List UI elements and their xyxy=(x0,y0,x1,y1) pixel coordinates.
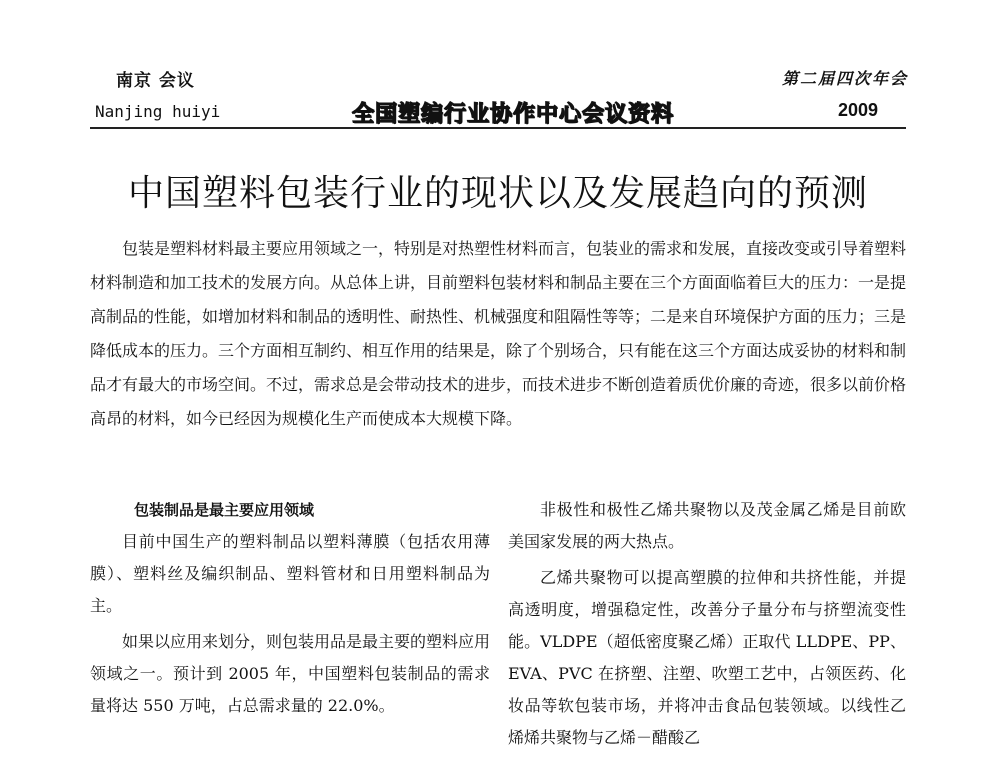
conference-name-pinyin: Nanjing huiyi xyxy=(95,102,221,121)
header-rule xyxy=(90,127,906,129)
conference-name: 南京 会议 xyxy=(116,71,195,91)
year-label: 2009 xyxy=(837,100,878,120)
section-heading: 包装制品是最主要应用领域 xyxy=(134,501,315,519)
right-column xyxy=(508,494,906,754)
right-paragraph-1: 非极性和极性乙烯共聚物以及茂金属乙烯是目前欧美国家发展的两大热点。 xyxy=(508,500,906,551)
article-title: 中国塑料包装行业的现状以及发展趋向的预测 xyxy=(127,173,868,214)
session-label: 第二届四次年会 xyxy=(781,69,908,88)
journal-title: 全国塑编行业协作中心会议资料 xyxy=(352,101,675,127)
left-paragraph-2: 如果以应用来划分，则包装用品是最主要的塑料应用领域之一。预计到 2005 年，中国塑料包装制品的需求量将达 550 万吨，占总需求量的 22.0%。 xyxy=(90,632,491,715)
left-column xyxy=(90,494,490,722)
right-paragraph-2: 乙烯共聚物可以提高塑膜的拉伸和共挤性能，并提高透明度，增强稳定性，改善分子量分布与挤塑流变性能。VLDPE（超低密度聚乙烯）正取代 LLDPE、PP、EVA、PVC 在挤塑、注塑、吹塑工艺中，占领医药、化妆品等软包装市场，并将冲击食品包装领域。以线性乙烯烯共聚物与乙烯－醋酸乙 xyxy=(508,568,906,747)
intro-paragraph: 包装是塑料材料最主要应用领域之一，特别是对热塑性材料而言，包装业的需求和发展，直接改变或引导着塑料材料制造和加工技术的发展方向。从总体上讲，目前塑料包装材料和制品主要在三个方面面临着巨大的压力：一是提高制品的性能，如增加材料和制品的透明性、耐热性、机械强度和阻隔性等等；二是来自环境保护方面的压力；三是降低成本的压力。三个方面相互制约、相互作用的结果是，除了个别场合，只有能在这三个方面达成妥协的材料和制品才有最大的市场空间。不过，需求总是会带动技术的进步，而技术进步不断创造着质优价廉的奇迹，很多以前价格高昂的材料，如今已经因为规模化生产而使成本大规模下降。 xyxy=(90,239,907,428)
left-paragraph-1: 目前中国生产的塑料制品以塑料薄膜（包括农用薄膜）、塑料丝及编织制品、塑料管材和日用塑料制品为主。 xyxy=(90,532,490,615)
